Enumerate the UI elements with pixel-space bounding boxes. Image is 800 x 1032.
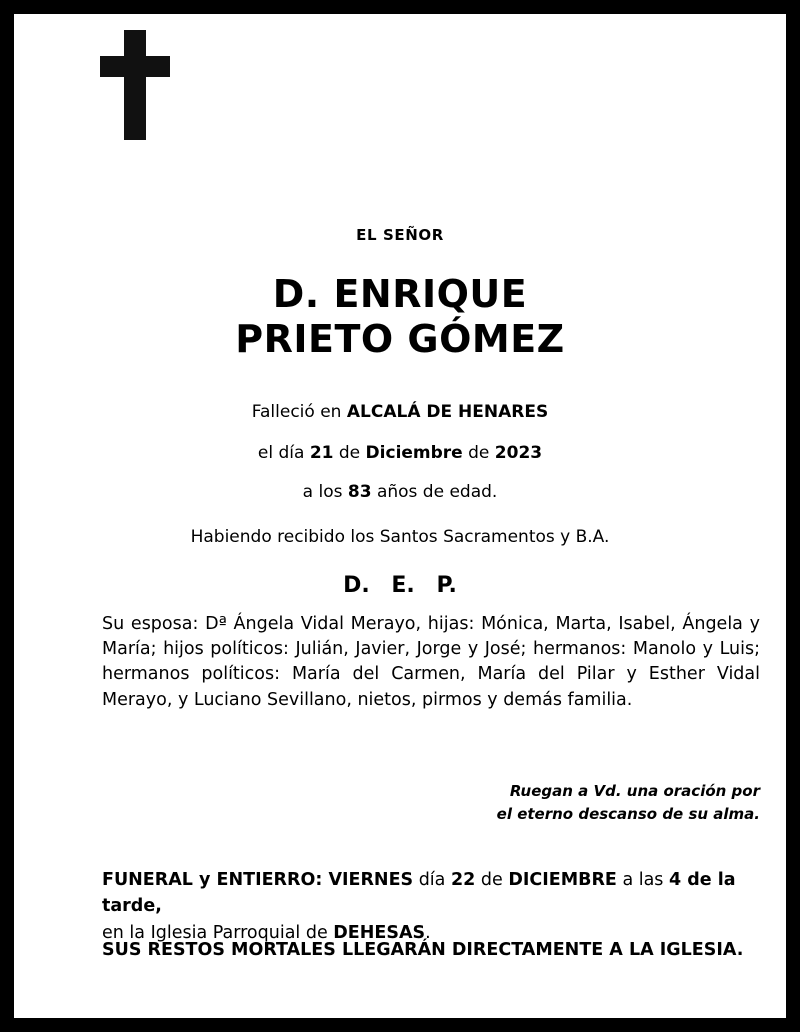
death-place-prefix: Falleció en [251,402,347,422]
church-name: DEHESAS [333,922,426,943]
deceased-name-line-2: PRIETO GÓMEZ [235,317,565,361]
honorific-label: EL SEÑOR [356,226,444,244]
funeral-label: FUNERAL y ENTIERRO: VIERNES [102,870,414,890]
date-separator-1: de [333,443,366,463]
obituary-card [14,14,786,1018]
family-paragraph: Su esposa: Dª Ángela Vidal Merayo, hijas: Mónica, Marta, Isabel, Ángela y María; hijos políticos: Julián, Javier, Jorge y José; hermanos: Manolo y Luis; hermanos políticos: María del Carmen, María del Pilar y Esther Vidal Merayo, y Luciano Sevillano, nietos, pirmos y demás familia. [102,614,760,710]
date-prefix: el día [257,443,310,463]
deceased-name-line-1: D. ENRIQUE [272,272,528,316]
cross-icon [100,30,170,140]
dep-abbreviation [14,573,786,598]
age-value: 83 [347,482,372,502]
funeral-line-1 [102,867,770,920]
prayer-line-2: el eterno descanso de su alma. [496,804,760,823]
funeral-details [102,867,770,946]
cross-vertical-bar [124,30,146,140]
remains-notice: SUS RESTOS MORTALES LLEGARÁN DIRECTAMENTE A LA IGLESIA. [102,940,744,960]
dep-letter-p: P. [436,573,457,598]
date-year: 2023 [494,443,543,463]
church-suffix: . [425,922,431,943]
cross-horizontal-bar [100,56,170,77]
funeral-month: DICIEMBRE [508,870,617,890]
death-place-line [14,402,786,422]
date-day: 21 [309,443,334,463]
age-prefix: a los [302,482,348,502]
dep-letter-e: E. [391,573,415,598]
prayer-request [102,780,760,825]
funeral-separator: de [475,870,509,890]
sacraments-line: Habiendo recibido los Santos Sacramentos y B.A. [190,527,610,547]
funeral-time: 4 de la tarde, [102,870,736,917]
prayer-line-1: Ruegan a Vd. una oración por [509,782,760,800]
funeral-time-prefix: a las [616,870,669,890]
death-date-line [14,443,786,463]
funeral-day: 22 [450,870,476,890]
age-line [14,482,786,502]
church-prefix: en la Iglesia Parroquial de [102,922,334,943]
age-suffix: años de edad. [371,482,498,502]
dep-letter-d: D. [343,573,370,598]
date-separator-2: de [462,443,495,463]
funeral-day-prefix: día [413,870,451,890]
death-place-value: ALCALÁ DE HENARES [346,402,549,422]
date-month: Diciembre [365,443,463,463]
